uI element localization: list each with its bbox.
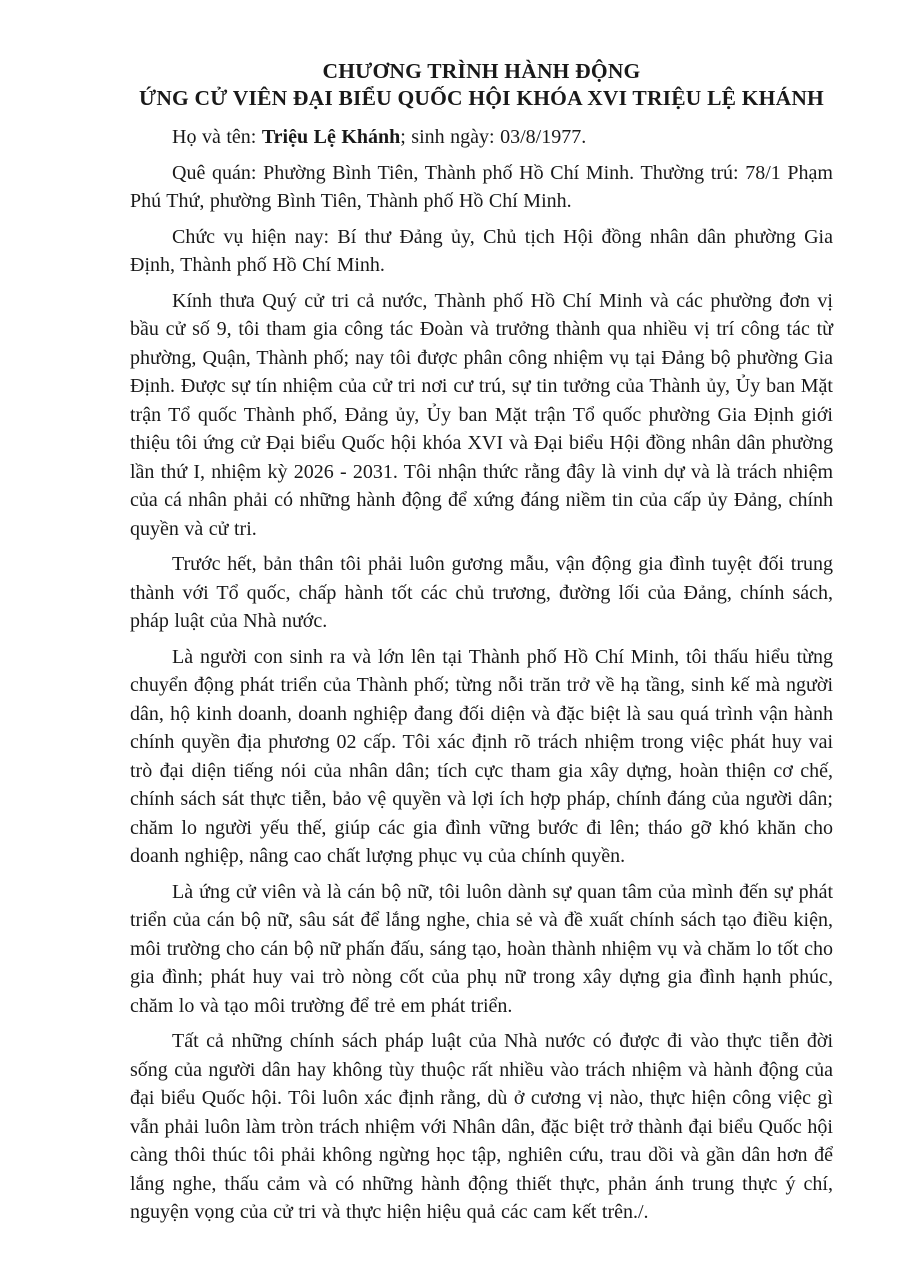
paragraph-name-dob <box>130 123 833 152</box>
title-line-1: CHƯƠNG TRÌNH HÀNH ĐỘNG <box>322 59 641 83</box>
paragraph-position: Chức vụ hiện nay: Bí thư Đảng ủy, Chủ tịch Hội đồng nhân dân phường Gia Định, Thành phố Hồ Chí Minh. <box>130 225 833 276</box>
title-line-2: ỨNG CỬ VIÊN ĐẠI BIỂU QUỐC HỘI KHÓA XVI TRIỆU LỆ KHÁNH <box>139 86 824 110</box>
document-body <box>130 123 833 1227</box>
dob-text: ; sinh ngày: 03/8/1977. <box>400 126 587 148</box>
paragraph-women-cadres: Là ứng cử viên và là cán bộ nữ, tôi luôn dành sự quan tâm của mình đến sự phát triển của cán bộ nữ, sâu sát để lắng nghe, chia sẻ và đề xuất chính sách tạo điều kiện, môi trường cho cán bộ nữ phấn đấu, sáng tạo, hoàn thành nhiệm vụ và chăm lo tốt cho gia đình; phát huy vai trò nòng cốt của phụ nữ trong xây dựng gia đình hạnh phúc, chăm lo và tạo môi trường để trẻ em phát triển. <box>130 880 833 1017</box>
candidate-name: Triệu Lệ Khánh <box>261 126 401 148</box>
document-title <box>116 58 847 112</box>
name-label: Họ và tên: <box>172 126 262 148</box>
paragraph-hometown: Quê quán: Phường Bình Tiên, Thành phố Hồ Chí Minh. Thường trú: 78/1 Phạm Phú Thứ, phường Bình Tiên, Thành phố Hồ Chí Minh. <box>130 161 833 212</box>
paragraph-closing-commitment: Tất cả những chính sách pháp luật của Nhà nước có được đi vào thực tiễn đời sống của người dân hay không tùy thuộc rất nhiều vào trách nhiệm và hành động của đại biểu Quốc hội. Tôi luôn xác định rằng, dù ở cương vị nào, thực hiện công việc gì vẫn phải luôn làm tròn trách nhiệm với Nhân dân, đặc biệt trở thành đại biểu Quốc hội càng thôi thúc tôi phải không ngừng học tập, nghiên cứu, trau dồi và gần dân hơn để lắng nghe, thấu cảm và có những hành động thiết thực, phản ánh trung thực ý chí, nguyện vọng của cử tri và thực hiện hiệu quả các cam kết trên./. <box>130 1030 833 1223</box>
paragraph-city-development: Là người con sinh ra và lớn lên tại Thành phố Hồ Chí Minh, tôi thấu hiểu từng chuyển động phát triển của Thành phố; từng nỗi trăn trở về hạ tầng, sinh kế mà người dân, hộ kinh doanh, doanh nghiệp đang đối diện và đặc biệt là sau quá trình vận hành chính quyền địa phương 02 cấp. Tôi xác định rõ trách nhiệm trong việc phát huy vai trò đại diện tiếng nói của nhân dân; tích cực tham gia xây dựng, hoàn thiện cơ chế, chính sách sát thực tiễn, bảo vệ quyền và lợi ích hợp pháp, chính đáng của người dân; chăm lo người yếu thế, giúp các gia đình vững bước đi lên; tháo gỡ khó khăn cho doanh nghiệp, nâng cao chất lượng phục vụ của chính quyền. <box>130 645 833 867</box>
paragraph-personal-commitment: Trước hết, bản thân tôi phải luôn gương mẫu, vận động gia đình tuyệt đối trung thành với Tổ quốc, chấp hành tốt các chủ trương, đường lối của Đảng, chính sách, pháp luật của Nhà nước. <box>130 553 833 632</box>
paragraph-greeting-nomination: Kính thưa Quý cử tri cả nước, Thành phố Hồ Chí Minh và các phường đơn vị bầu cử số 9, tôi tham gia công tác Đoàn và trưởng thành qua nhiều vị trí công tác từ phường, Quận, Thành phố; nay tôi được phân công nhiệm vụ tại Đảng bộ phường Gia Định. Được sự tín nhiệm của cử tri nơi cư trú, sự tin tưởng của Thành ủy, Ủy ban Mặt trận Tổ quốc Thành phố, Đảng ủy, Ủy ban Mặt trận Tổ quốc phường Gia Định giới thiệu tôi ứng cử Đại biểu Quốc hội khóa XVI và Đại biểu Hội đồng nhân dân phường lần thứ I, nhiệm kỳ 2026 - 2031. Tôi nhận thức rằng đây là vinh dự và là trách nhiệm của cá nhân phải có những hành động để xứng đáng niềm tin của cấp ủy Đảng, chính quyền và cử tri. <box>130 289 833 540</box>
